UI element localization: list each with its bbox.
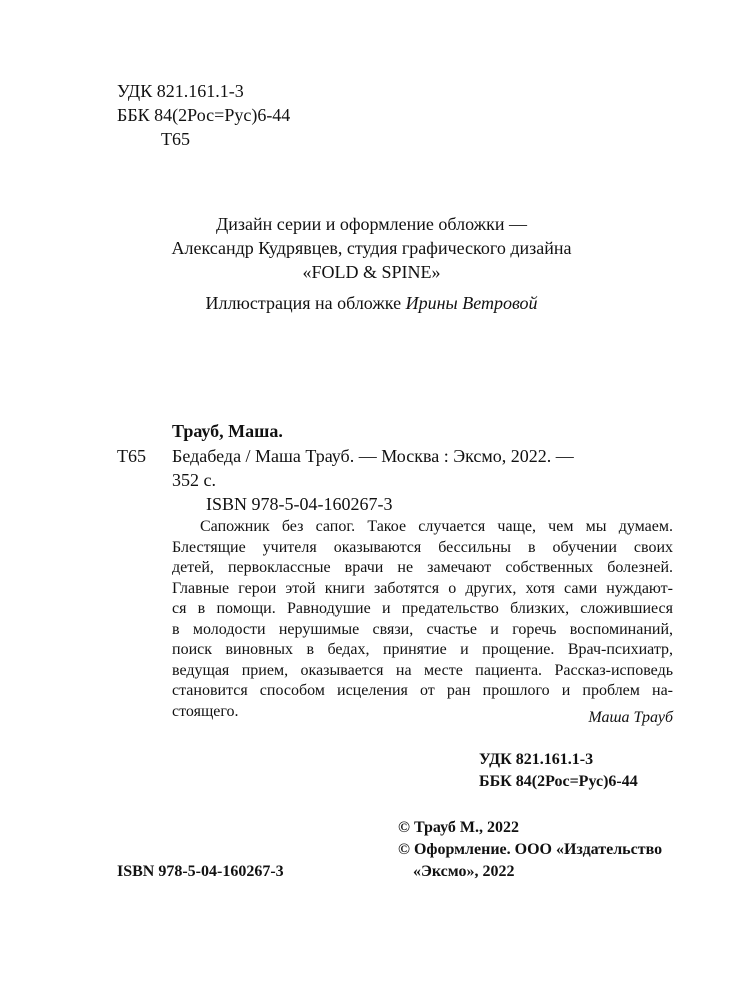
annotation-paragraph — [172, 517, 673, 722]
design-credit-line-3: «FOLD & SPINE» — [302, 262, 441, 282]
annotation-line: стоящего. — [172, 702, 239, 720]
record-isbn: ISBN 978-5-04-160267-3 — [206, 494, 393, 514]
copyright-design-cont: «Эксмо», 2022 — [413, 863, 515, 880]
annotation-line: ся в помощи. Равнодушие и предательство близких, сложившиеся — [172, 600, 673, 617]
bbk-code: ББК 84(2Рос=Рус)6-44 — [117, 105, 291, 125]
record-mark: Т65 — [117, 446, 146, 466]
annotation-line: становится способом исцеления от ран прошлого и проблем на- — [172, 682, 673, 699]
footer-bbk: ББК 84(2Рос=Рус)6-44 — [479, 773, 638, 790]
illustration-credit-name: Ирины Ветровой — [405, 293, 538, 313]
annotation-line: Блестящие учителя оказываются бессильны в обучении своих — [172, 538, 673, 556]
annotation-line: Сапожник без сапог. Такое случается чаще, чем мы думаем. — [200, 518, 673, 535]
author-mark: Т65 — [161, 129, 190, 149]
design-credit-line-2: Александр Кудрявцев, студия графического дизайна — [171, 238, 572, 258]
annotation-line: ведущая прием, оказывается на месте пациента. Рассказ-исповедь — [172, 661, 673, 679]
copyright-design: © Оформление. ООО «Издательство — [398, 841, 663, 858]
annotation-line: детей, первоклассные врачи не замечают собственных болезней. — [172, 559, 673, 576]
illustration-credit — [0, 292, 743, 314]
annotation-line: в молодости нерушимые связи, счастье и горечь воспоминаний, — [172, 620, 673, 638]
annotation-line: поиск виновных в бедах, принятие и прощение. Врач-психиатр, — [172, 641, 673, 658]
annotation-signature: Маша Трауб — [588, 709, 673, 726]
footer-udk: УДК 821.161.1-3 — [479, 751, 594, 768]
record-line-1: Бедабеда / Маша Трауб. — Москва : Эксмо, 2022. — — [172, 446, 574, 466]
copyright-author: © Трауб М., 2022 — [398, 819, 519, 836]
annotation-line: Главные герои этой книги заботятся о других, хотя сами нуждают- — [172, 579, 673, 597]
design-credit-line-1: Дизайн серии и оформление обложки — — [216, 214, 527, 234]
udk-code: УДК 821.161.1-3 — [117, 81, 244, 101]
footer-isbn: ISBN 978-5-04-160267-3 — [117, 863, 284, 880]
illustration-credit-prefix: Иллюстрация на обложке — [205, 293, 402, 313]
author-heading: Трауб, Маша. — [172, 421, 283, 441]
record-line-2: 352 с. — [172, 470, 216, 490]
